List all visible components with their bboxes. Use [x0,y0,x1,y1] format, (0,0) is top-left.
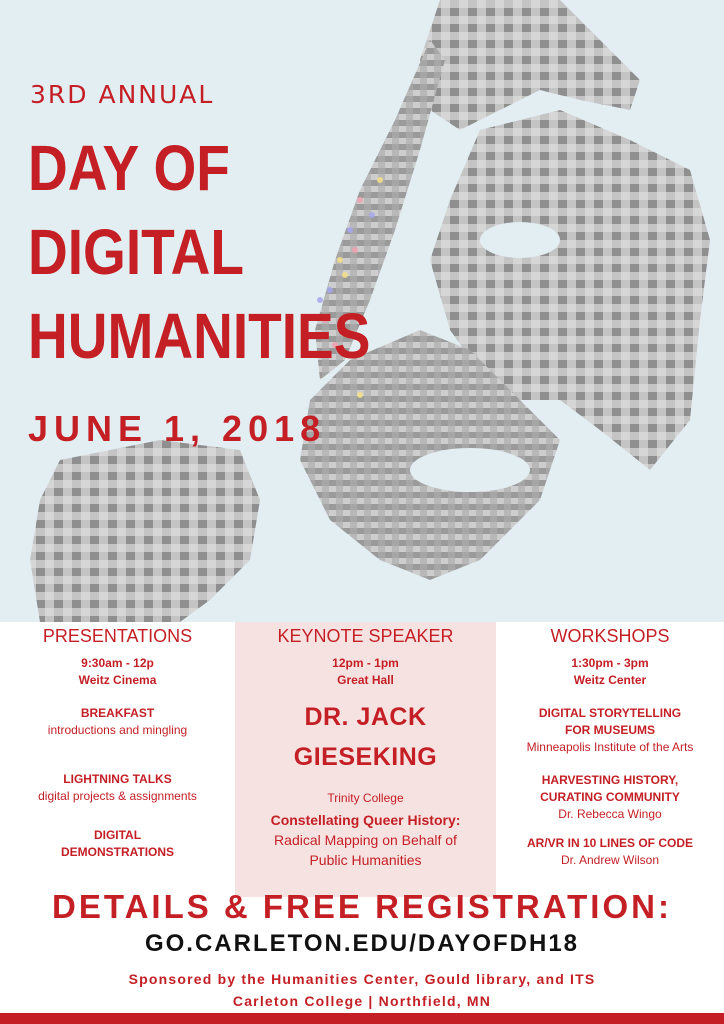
presentations-heading: PRESENTATIONS [42,626,193,646]
presentation-item [0,827,235,861]
item-title-2: FOR MUSEUMS [565,723,655,737]
workshops-place: Weitz Center [573,673,647,687]
presentations-place: Weitz Cinema [78,673,157,687]
talk-subtitle-1: Radical Mapping on Behalf of [274,832,457,848]
item-title-2: DEMONSTRATIONS [60,845,175,859]
sponsor-line-1: Sponsored by the Humanities Center, Gould library, and ITS [128,971,596,987]
event-title [28,126,370,378]
sponsor-text [0,968,724,1012]
workshops-time: 1:30pm - 3pm [571,656,649,670]
speaker-name [235,697,496,777]
registration-url[interactable]: GO.CARLETON.EDU/DAYOFDH18 [144,930,580,957]
talk-subtitle-2: Public Humanities [309,852,422,868]
bottom-bar [0,1013,724,1024]
keynote-time: 12pm - 1pm [332,656,399,670]
edition-label: 3RD ANNUAL [30,80,215,109]
event-date: JUNE 1, 2018 [28,408,327,449]
keynote-column [235,622,496,897]
item-desc: digital projects & assignments [38,789,197,803]
registration-heading: DETAILS & FREE REGISTRATION: [52,888,672,925]
presentations-column [0,622,235,897]
presentation-item [0,705,235,739]
item-desc: Dr. Andrew Wilson [560,853,660,867]
item-title: HARVESTING HISTORY, [541,773,679,787]
workshop-item [496,835,724,869]
keynote-heading: KEYNOTE SPEAKER [277,626,454,646]
item-desc: Dr. Rebecca Wingo [558,807,662,821]
talk-title: Constellating Queer History: [270,812,461,828]
item-desc: introductions and mingling [47,723,188,737]
schedule-columns [0,622,724,897]
title-line-3: HUMANITIES [28,300,371,372]
workshop-item [496,772,724,823]
item-title-2: CURATING COMMUNITY [540,790,680,804]
item-title: BREAKFAST [80,706,155,720]
presentation-item [0,771,235,805]
title-line-1: DAY OF [28,132,230,204]
title-line-2: DIGITAL [28,216,245,288]
item-title: DIGITAL STORYTELLING [538,706,682,720]
item-title: LIGHTNING TALKS [63,772,172,786]
speaker-affiliation: Trinity College [327,791,404,805]
workshop-item [496,705,724,756]
sponsor-line-2: Carleton College | Northfield, MN [232,993,492,1009]
speaker-line-2: GIESEKING [293,743,438,771]
item-title: DIGITAL [93,828,142,842]
workshops-heading: WORKSHOPS [550,626,670,646]
presentations-time: 9:30am - 12p [81,656,154,670]
speaker-line-1: DR. JACK [304,703,427,731]
item-desc: Minneapolis Institute of the Arts [526,740,694,754]
keynote-place: Great Hall [337,673,394,687]
workshops-column [496,622,724,897]
item-title: AR/VR IN 10 LINES OF CODE [526,836,694,850]
